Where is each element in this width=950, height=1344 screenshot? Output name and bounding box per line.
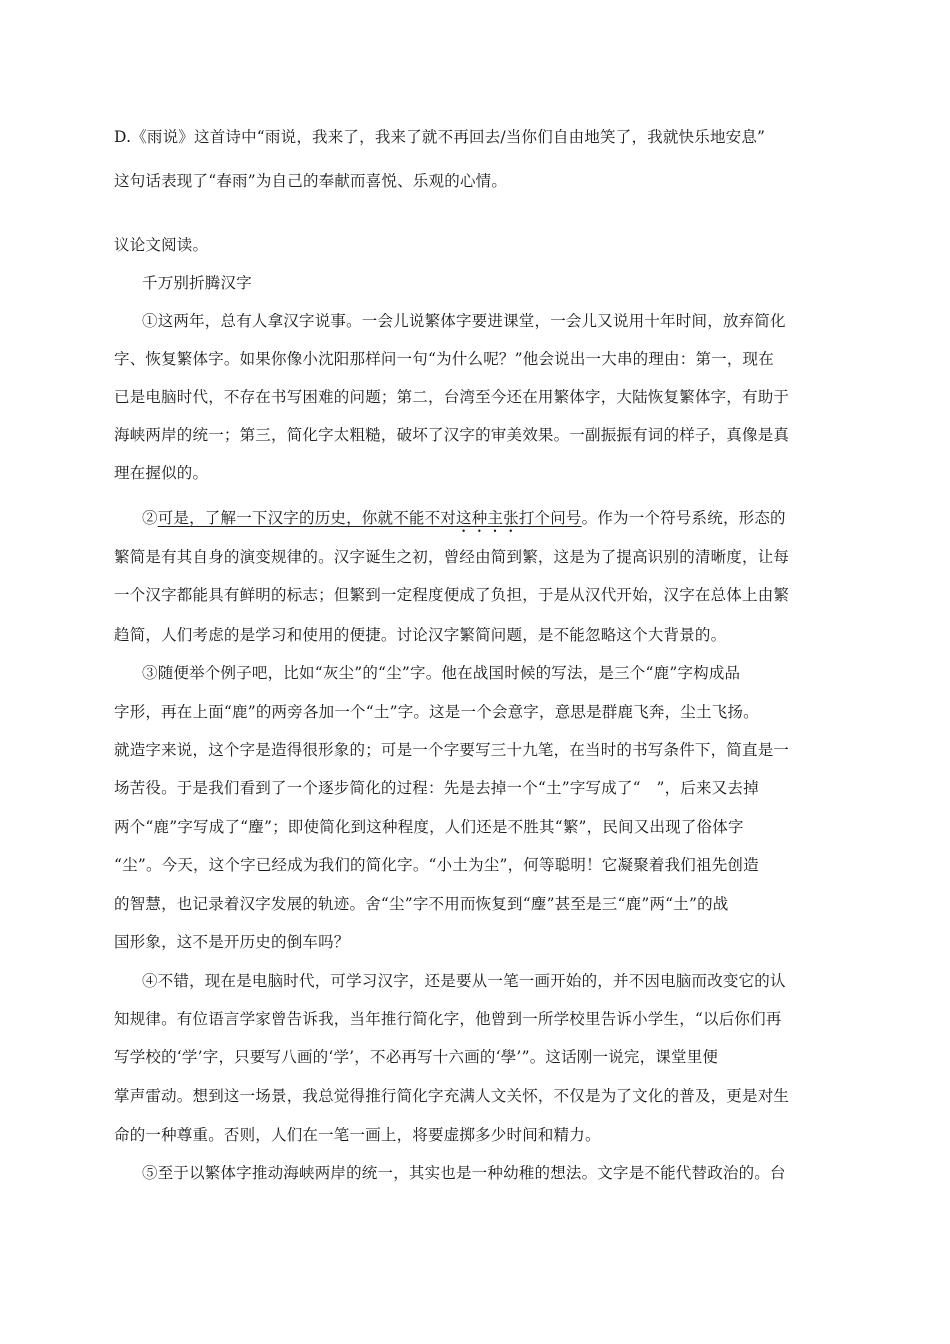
paragraph-2-line: 一个汉字都能具有鲜明的标志；但繁到一定程度便成了负担，于是从汉代开始，汉字在总体上由繁 [114,586,790,604]
paragraph-4-line: 命的一种尊重。否则，人们在一笔一画上，将要虚掷多少时间和精力。 [114,1126,601,1144]
paragraph-3-line: ③随便举个例子吧，比如“灰尘”的“尘”字。他在战国时候的写法，是三个“鹿”字构成品 [142,664,741,682]
paragraph-3-line: 字形，再在上面“鹿”的两旁各加一个“土”字。这是一个会意字，意思是群鹿飞奔，尘土飞扬。 [114,703,759,721]
paragraph-1-line: ①这两年，总有人拿汉字说事。一会儿说繁体字要进课堂，一会儿又说用十年时间，放弃简化 [142,312,786,330]
paragraph-4-line: 写学校的‘学’字，只要写八画的‘学’，不必再写十六画的‘學’”。这话刚一说完，课堂里便 [114,1048,719,1066]
underlined-sentence: 可是，了解一下汉字的历史，你就不能不对这种主张打个问号 [157,509,582,527]
paragraph-1-line: 已是电脑时代，不存在书写困难的问题；第二，台湾至今还在用繁体字，大陆恢复繁体字，有助于 [114,388,790,406]
section-heading: 议论文阅读。 [114,236,209,254]
paragraph-1-line: 字、恢复繁体字。如果你像小沈阳那样问一句“为什么呢？”他会说出一大串的理由：第一，现在 [114,350,774,368]
paragraph-3-line: 两个“鹿”字写成了“麈”；即使简化到这种程度，人们还是不胜其“繁”，民间又出现了俗体字 [114,818,744,836]
paragraph-3-line: “尘”。今天，这个字已经成为我们的简化字。“小土为尘”，何等聪明！它凝聚着我们祖先创造 [114,856,759,874]
paragraph-5-line: ⑤至于以繁体字推动海峡两岸的统一，其实也是一种幼稚的想法。文字是不能代替政治的。台 [142,1164,786,1182]
paragraph-4-line: ④不错，现在是电脑时代，可学习汉字，还是要从一笔一画开始的，并不因电脑而改变它的认 [142,972,786,990]
paragraph-number: ② [142,509,158,527]
paragraph-4-line: 知规律。有位语言学家曾告诉我，当年推行简化字，他曾到一所学校里告诉小学生，“以后你们再 [114,1010,782,1028]
option-d-line-1: D.《雨说》这首诗中“雨说，我来了，我来了就不再回去/当你们自由地笑了，我就快乐地安息” [114,128,766,146]
paragraph-1-line: 海峡两岸的统一；第三，简化字太粗糙，破坏了汉字的审美效果。一副振振有词的样子，真像是真 [114,426,790,444]
paragraph-3-line: 国形象，这不是开历史的倒车吗？ [114,933,350,951]
paragraph-1-line: 理在握似的。 [114,464,209,482]
article-title: 千万别折腾汉字 [142,274,252,292]
paragraph-3-line: 的智慧，也记录着汉字发展的轨迹。舍“尘”字不用而恢复到“麈”甚至是三“鹿”两“土”的战 [114,895,729,913]
paragraph-4-line: 掌声雷动。想到这一场景，我总觉得推行简化字充满人文关怀，不仅是为了文化的普及，更是对生 [114,1087,790,1105]
option-d-line-2: 这句话表现了“春雨”为自己的奉献而喜悦、乐观的心情。 [114,172,508,190]
paragraph-3-line: 场苦役。于是我们看到了一个逐步简化的过程：先是去掉一个“土”字写成了“ ”，后来又去掉 [114,779,759,797]
paragraph-3-line: 就造字来说，这个字是造得很形象的；可是一个字要写三十九笔，在当时的书写条件下，简直是一 [114,741,790,759]
dotted-phrase: 这种主张 [456,509,519,527]
paragraph-2-first-line: ②可是，了解一下汉字的历史，你就不能不对这种主张打个问号。作为一个符号系统，形态的 [142,509,786,527]
paragraph-2-line: 繁简是有其自身的演变规律的。汉字诞生之初，曾经由简到繁，这是为了提高识别的清晰度，让每 [114,548,790,566]
paragraph-2-line: 趋简，人们考虑的是学习和使用的便捷。讨论汉字繁简问题，是不能忽略这个大背景的。 [114,626,727,644]
